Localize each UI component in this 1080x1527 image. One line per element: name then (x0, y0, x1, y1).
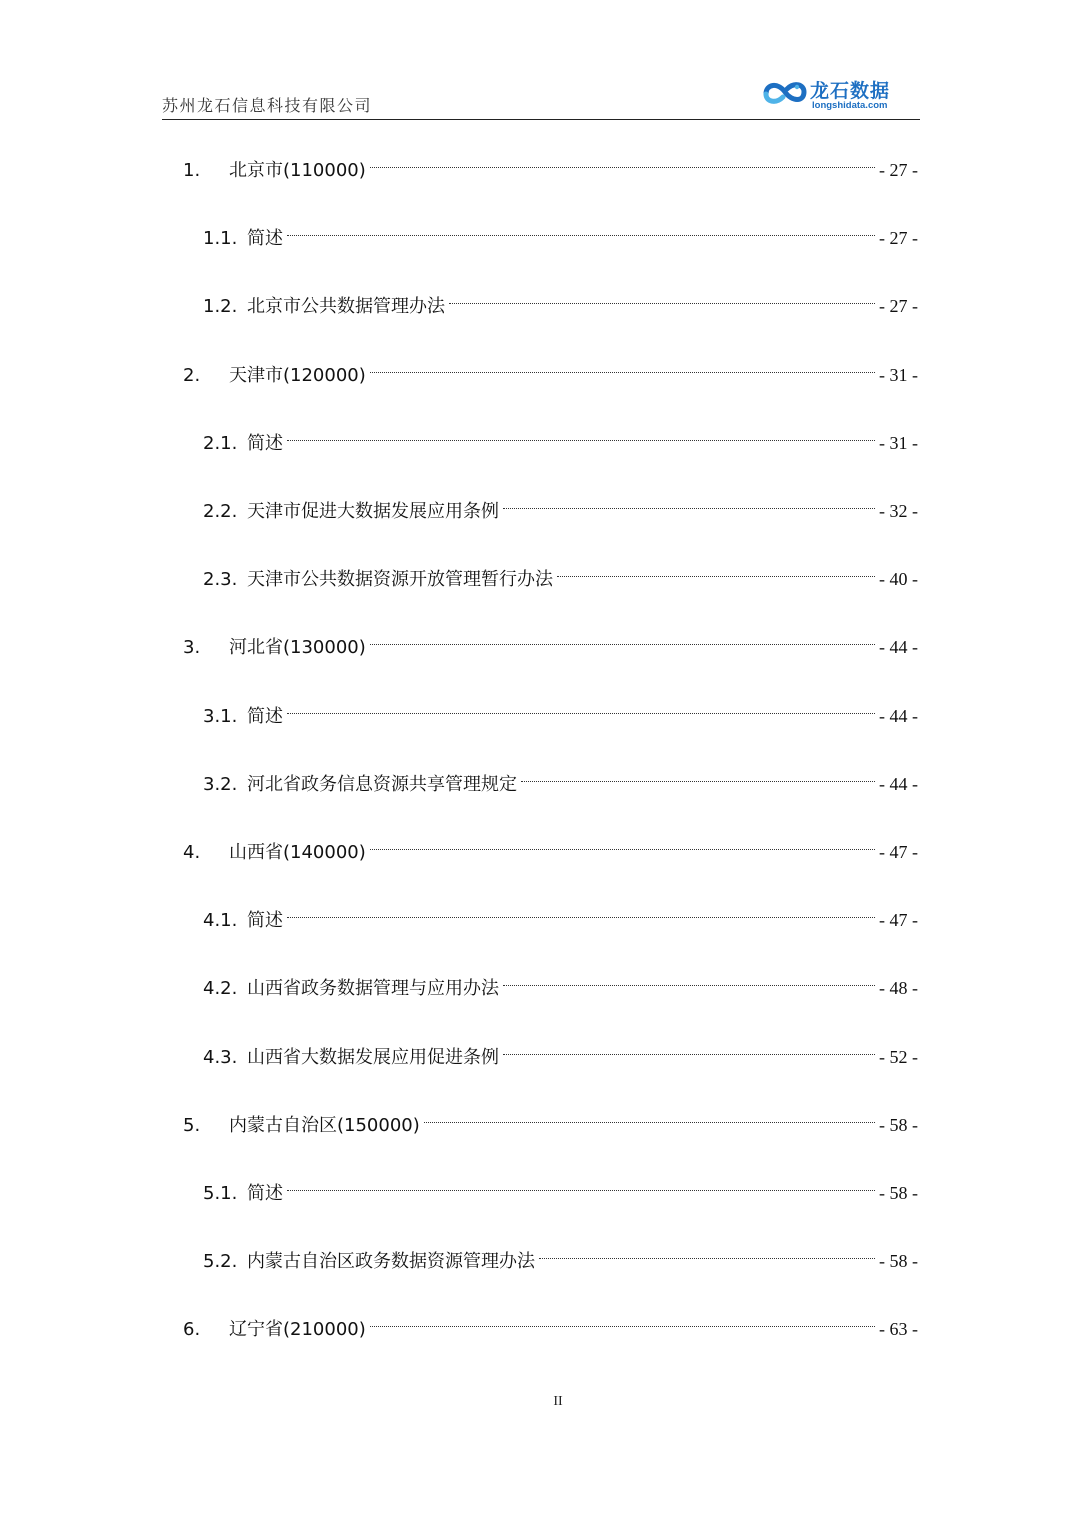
toc-entry-number: 4.1. (203, 910, 238, 932)
toc-entry[interactable] (203, 1035, 918, 1068)
toc-entry-number: 5. (183, 1114, 201, 1136)
toc-entry-page: - 47 - (879, 842, 918, 862)
toc-dot-leader (287, 694, 875, 722)
infinity-logo-icon (762, 76, 808, 110)
logo-url: longshidata.com (812, 100, 888, 111)
toc-entry-title: 内蒙古自治区(150000) (229, 1114, 420, 1136)
toc-entry[interactable] (183, 625, 918, 659)
toc-entry-title: 简述 (247, 705, 283, 727)
toc-entry-number: 2.2. (203, 501, 238, 522)
toc-entry-number: 3.2. (203, 773, 238, 795)
toc-entry-number: 4. (183, 842, 201, 863)
toc-entry-page: - 44 - (879, 637, 918, 658)
toc-dot-leader (370, 625, 875, 653)
toc-entry[interactable] (203, 557, 918, 591)
toc-entry-page: - 27 - (879, 228, 918, 249)
page-header (162, 0, 920, 121)
toc-entry-page: - 58 - (879, 1114, 918, 1135)
toc-entry[interactable] (183, 1307, 918, 1341)
toc-entry-title: 河北省政务信息资源共享管理规定 (247, 773, 517, 795)
toc-entry[interactable] (203, 1239, 918, 1273)
toc-entry-number: 4.3. (203, 1046, 238, 1068)
page-number: II (553, 1394, 563, 1409)
toc-entry-number: 6. (183, 1319, 201, 1341)
toc-entry-title: 北京市公共数据管理办法 (247, 296, 445, 318)
toc-entry-page: - 48 - (879, 978, 918, 999)
toc-entry-page: - 31 - (879, 364, 918, 385)
toc-dot-leader (370, 1307, 875, 1335)
toc-entry[interactable] (203, 898, 918, 932)
toc-entry-number: 1.1. (203, 228, 238, 250)
toc-entry-title: 北京市(110000) (229, 160, 366, 181)
toc-entry-title: 简述 (247, 432, 283, 454)
company-logo (762, 72, 912, 116)
toc-entry[interactable] (203, 1171, 918, 1204)
toc-dot-leader (503, 489, 875, 517)
toc-entry-title: 河北省(130000) (229, 637, 366, 659)
toc-entry-number: 5.1. (203, 1183, 238, 1204)
toc-entry-title: 简述 (247, 910, 283, 932)
toc-entry[interactable] (183, 830, 918, 863)
toc-entry-title: 简述 (247, 228, 283, 250)
toc-entry-title: 天津市促进大数据发展应用条例 (247, 501, 499, 522)
toc-entry-page: - 32 - (879, 501, 918, 521)
toc-entry[interactable] (203, 216, 918, 250)
toc-entry-number: 2.3. (203, 569, 238, 591)
toc-entry[interactable] (183, 353, 918, 386)
toc-entry-page: - 44 - (879, 705, 918, 726)
toc-entry-title: 山西省政务数据管理与应用办法 (247, 978, 499, 1000)
toc-dot-leader (370, 148, 875, 176)
toc-dot-leader (557, 557, 875, 585)
toc-entry[interactable] (203, 966, 918, 1000)
toc-entry-number: 2.1. (203, 432, 238, 454)
toc-entry[interactable] (203, 421, 918, 454)
toc-entry-page: - 27 - (879, 296, 918, 317)
toc-entry-number: 3. (183, 637, 201, 659)
toc-entry-number: 4.2. (203, 978, 238, 1000)
toc-dot-leader (503, 966, 875, 994)
toc-entry-page: - 58 - (879, 1251, 918, 1272)
toc-entry-page: - 40 - (879, 569, 918, 590)
toc-entry-number: 5.2. (203, 1251, 238, 1273)
toc-entry-number: 3.1. (203, 705, 238, 727)
header-divider (162, 119, 920, 120)
toc-entry-number: 2. (183, 364, 201, 386)
toc-dot-leader (287, 216, 875, 244)
toc-dot-leader (503, 1035, 875, 1063)
toc-entry-title: 山西省大数据发展应用促进条例 (247, 1046, 499, 1068)
toc-dot-leader (370, 830, 875, 858)
toc-entry-title: 山西省(140000) (229, 842, 366, 863)
toc-entry-number: 1. (183, 160, 201, 181)
toc-entry-title: 内蒙古自治区政务数据资源管理办法 (247, 1251, 535, 1273)
toc-dot-leader (521, 762, 875, 790)
toc-entry[interactable] (203, 284, 918, 318)
toc-entry[interactable] (203, 762, 918, 795)
toc-entry-page: - 27 - (879, 160, 918, 180)
company-name: 苏州龙石信息科技有限公司 (162, 96, 373, 115)
toc-dot-leader (287, 898, 875, 926)
toc-dot-leader (424, 1103, 875, 1131)
toc-entry[interactable] (203, 489, 918, 522)
toc-entry-page: - 58 - (879, 1183, 918, 1203)
toc-entry-page: - 63 - (879, 1319, 918, 1340)
toc-dot-leader (370, 353, 875, 381)
toc-entry-page: - 31 - (879, 432, 918, 453)
toc-dot-leader (449, 284, 875, 312)
toc-entry-number: 1.2. (203, 296, 238, 318)
toc-entry-title: 天津市公共数据资源开放管理暂行办法 (247, 569, 553, 591)
toc-entry-title: 简述 (247, 1183, 283, 1204)
toc-entry-title: 天津市(120000) (229, 364, 366, 386)
toc-dot-leader (287, 421, 875, 449)
toc-entry-title: 辽宁省(210000) (229, 1319, 366, 1341)
toc-entry[interactable] (183, 1103, 918, 1136)
toc-entry[interactable] (183, 148, 918, 181)
toc-dot-leader (287, 1171, 875, 1199)
toc-dot-leader (539, 1239, 875, 1267)
toc-entry-page: - 47 - (879, 910, 918, 931)
toc-entry-page: - 52 - (879, 1046, 918, 1067)
logo-text: 龙石数据 (810, 80, 891, 102)
toc-entry-page: - 44 - (879, 773, 918, 794)
toc-entry[interactable] (203, 694, 918, 727)
